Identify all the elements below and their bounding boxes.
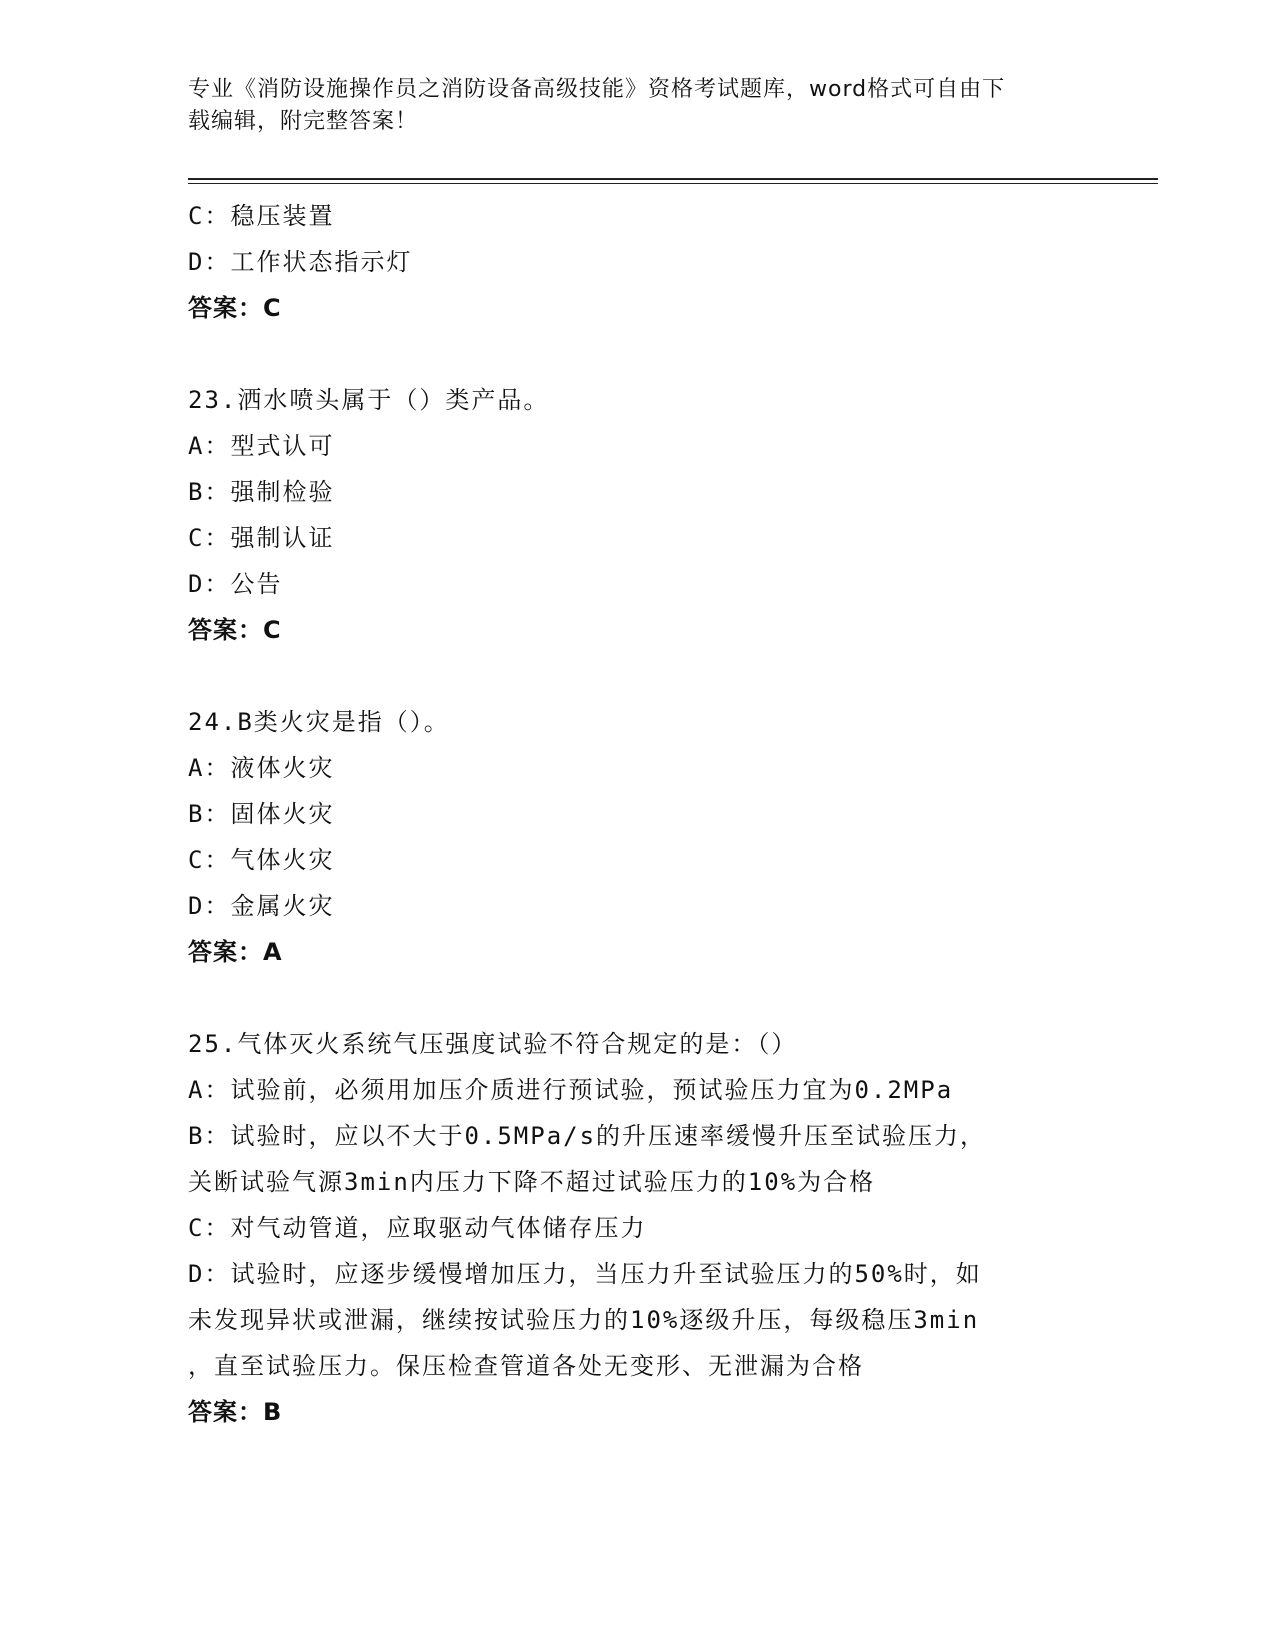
option-d-line-3: ，直至试验压力。保压检查管道各处无变形、无泄漏为合格 xyxy=(188,1352,864,1380)
header-divider-thin xyxy=(188,183,1158,184)
spacer xyxy=(188,653,1088,699)
header-line-1: 专业《消防设施操作员之消防设备高级技能》资格考试题库，word格式可自由下 xyxy=(188,77,1006,102)
answer-line: 答案：C xyxy=(188,294,282,322)
option-b-line-1: B：试验时，应以不大于0.5MPa/s的升压速率缓慢升压至试验压力， xyxy=(188,1122,987,1150)
spacer xyxy=(188,975,1088,1021)
document-header xyxy=(188,74,1068,138)
option-b: B：固体火灾 xyxy=(188,800,335,828)
spacer xyxy=(188,331,1088,377)
question-content xyxy=(188,193,1088,1435)
question-text: 24.B类火灾是指（）。 xyxy=(188,708,450,736)
question-text: 25.气体灭火系统气压强度试验不符合规定的是：（） xyxy=(188,1030,798,1058)
option-d: D：工作状态指示灯 xyxy=(188,248,413,276)
question-text: 23.洒水喷头属于（）类产品。 xyxy=(188,386,550,414)
question-24 xyxy=(188,699,1088,975)
answer-line: 答案：B xyxy=(188,1398,283,1426)
option-d: D：金属火灾 xyxy=(188,892,335,920)
answer-line: 答案：C xyxy=(188,616,282,644)
option-d: D：公告 xyxy=(188,570,283,598)
option-d-line-2: 未发现异状或泄漏，继续按试验压力的10%逐级升压，每级稳压3min xyxy=(188,1306,980,1334)
header-line-2: 载编辑，附完整答案！ xyxy=(188,109,419,134)
option-c: C：气体火灾 xyxy=(188,846,335,874)
answer-line: 答案：A xyxy=(188,938,283,966)
question-22-tail xyxy=(188,193,1088,331)
option-c: C：对气动管道，应取驱动气体储存压力 xyxy=(188,1214,647,1242)
option-a: A：型式认可 xyxy=(188,432,335,460)
option-b: B：强制检验 xyxy=(188,478,335,506)
option-c: C：强制认证 xyxy=(188,524,335,552)
question-25 xyxy=(188,1021,1088,1435)
option-c: C：稳压装置 xyxy=(188,202,335,230)
header-divider-thick xyxy=(188,178,1158,180)
option-a: A：试验前，必须用加压介质进行预试验，预试验压力宜为0.2MPa xyxy=(188,1076,954,1104)
option-d-line-1: D：试验时，应逐步缓慢增加压力，当压力升至试验压力的50%时，如 xyxy=(188,1260,982,1288)
option-b-line-2: 关断试验气源3min内压力下降不超过试验压力的10%为合格 xyxy=(188,1168,876,1196)
question-23 xyxy=(188,377,1088,653)
option-a: A：液体火灾 xyxy=(188,754,335,782)
